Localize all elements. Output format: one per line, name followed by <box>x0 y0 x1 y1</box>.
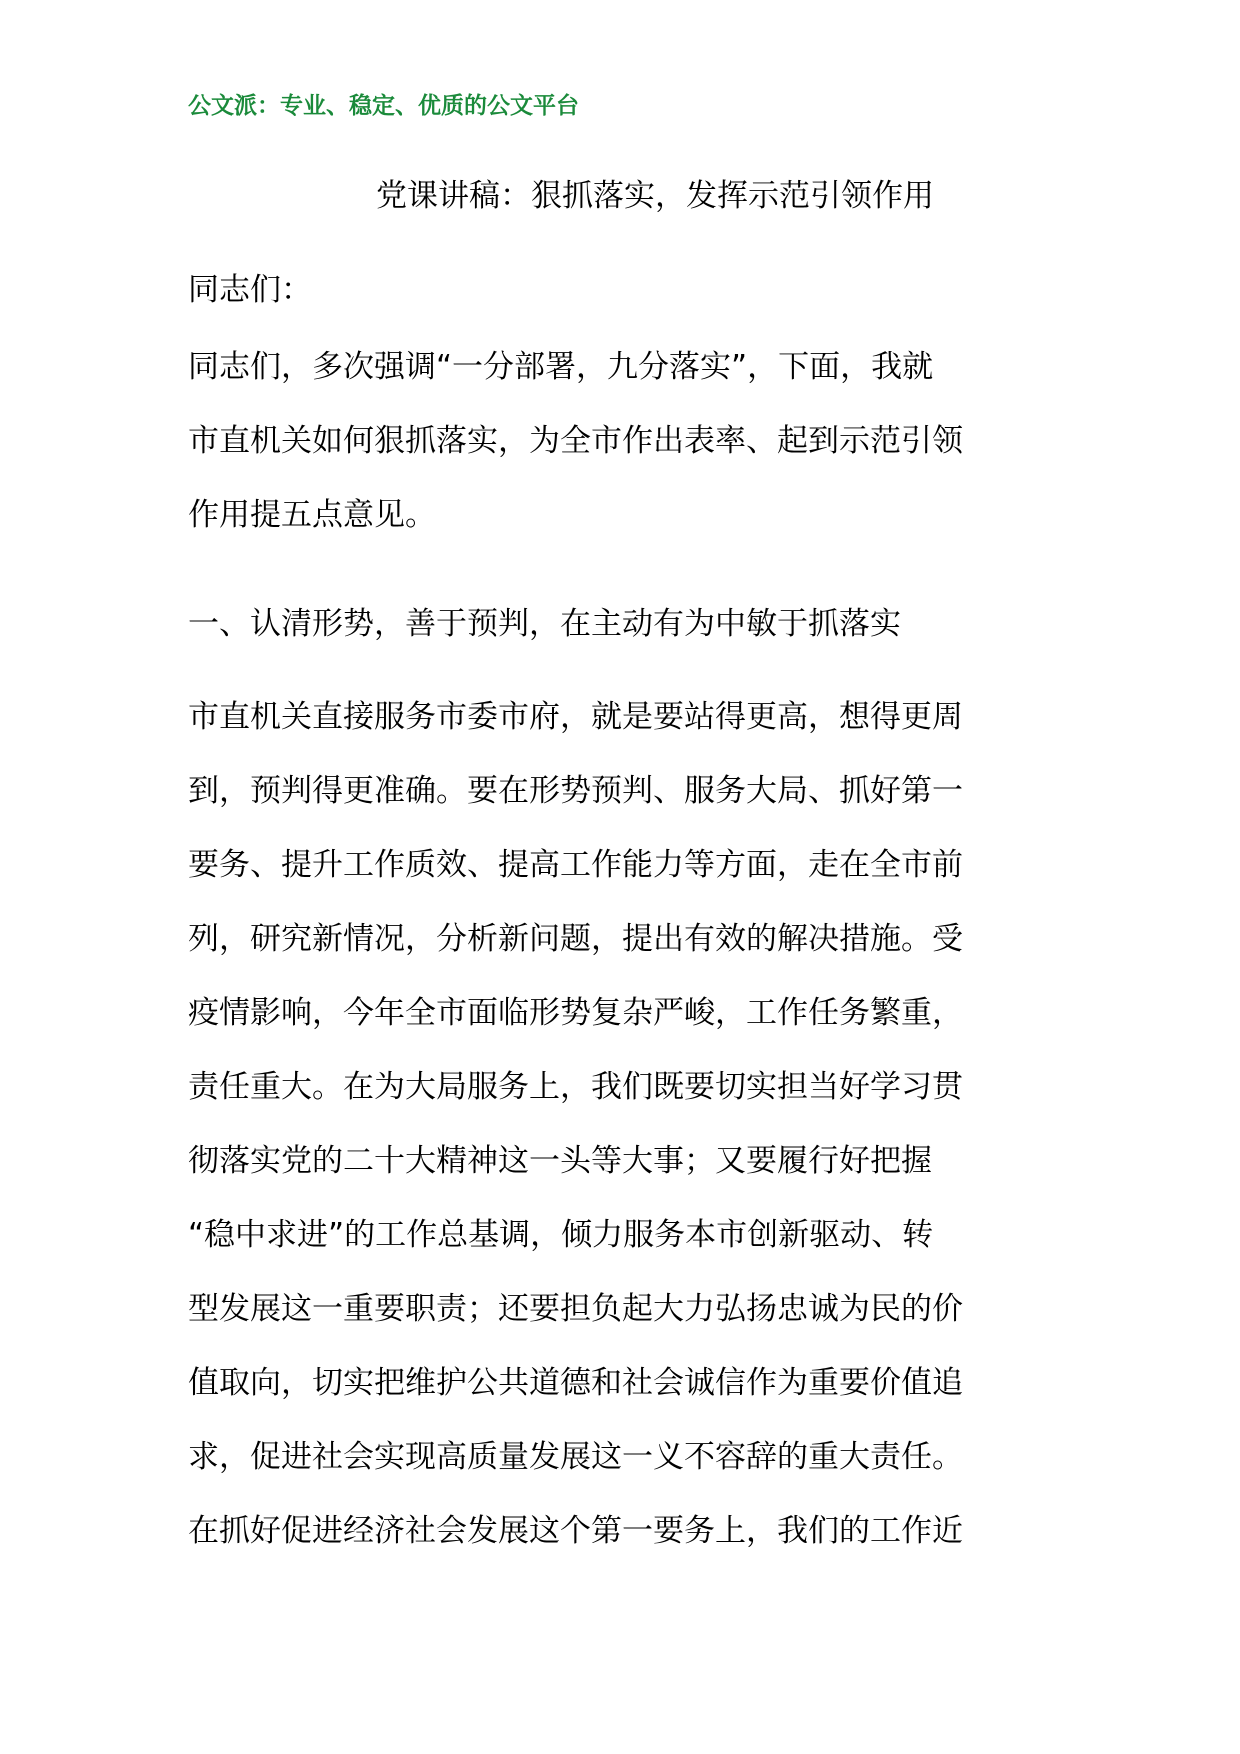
paragraph-line: 市直机关如何狠抓落实，为全市作出表率、起到示范引领 <box>188 423 963 459</box>
paragraph-line: 在抓好促进经济社会发展这个第一要务上，我们的工作近 <box>188 1513 963 1549</box>
salutation: 同志们： <box>188 272 312 308</box>
brand-header: 公文派：专业、稳定、优质的公文平台 <box>188 92 579 119</box>
paragraph-line: 彻落实党的二十大精神这一头等大事；又要履行好把握 <box>188 1143 932 1179</box>
section-heading-1: 一、认清形势，善于预判，在主动有为中敏于抓落实 <box>188 606 901 642</box>
paragraph-line: 责任重大。在为大局服务上，我们既要切实担当好学习贯 <box>188 1069 963 1105</box>
paragraph-line: 作用提五点意见。 <box>188 497 436 533</box>
paragraph-line: 要务、提升工作质效、提高工作能力等方面，走在全市前 <box>188 847 963 883</box>
paragraph-line: 到，预判得更准确。要在形势预判、服务大局、抓好第一 <box>188 773 963 809</box>
paragraph-line: 求，促进社会实现高质量发展这一义不容辞的重大责任。 <box>188 1439 963 1475</box>
paragraph-line: 值取向，切实把维护公共道德和社会诚信作为重要价值追 <box>188 1365 963 1401</box>
paragraph-line: 市直机关直接服务市委市府，就是要站得更高，想得更周 <box>188 699 963 735</box>
paragraph-line: 疫情影响，今年全市面临形势复杂严峻，工作任务繁重， <box>188 995 963 1031</box>
paragraph-line: 列，研究新情况，分析新问题，提出有效的解决措施。受 <box>188 921 963 957</box>
paragraph-line: 型发展这一重要职责；还要担负起大力弘扬忠诚为民的价 <box>188 1291 963 1327</box>
paragraph-line: 同志们，多次强调“一分部署，九分落实”，下面，我就 <box>188 349 934 385</box>
paragraph-intro <box>188 330 1058 552</box>
paragraph-line: “稳中求进”的工作总基调，倾力服务本市创新驱动、转 <box>188 1217 934 1253</box>
document-title: 党课讲稿：狠抓落实，发挥示范引领作用 <box>376 178 934 214</box>
paragraph-section-1 <box>188 680 1058 1568</box>
